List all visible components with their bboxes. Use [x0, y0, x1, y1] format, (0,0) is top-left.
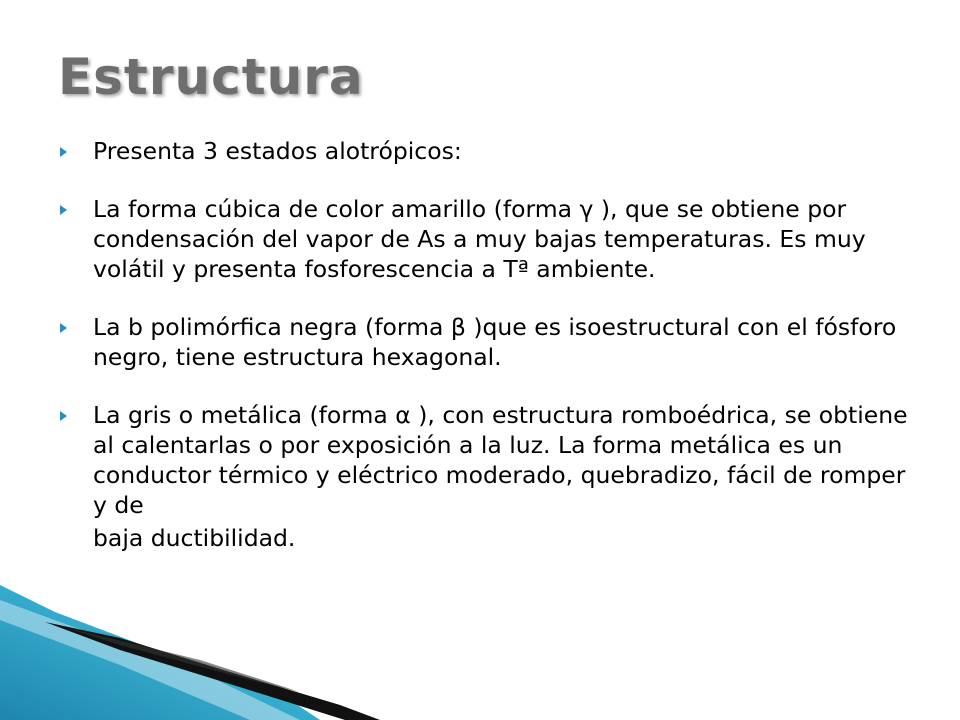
bullet-arrow-icon: [60, 411, 67, 421]
bullet-arrow-icon: [60, 147, 67, 157]
slide-title: Estructura: [58, 48, 364, 106]
bullet-item: [60, 136, 910, 166]
bullet-item: [60, 312, 910, 372]
bullet-text: La forma cúbica de color amarillo (forma γ ), que se obtiene por condensación del vapor de As a muy bajas temperaturas. Es muy volátil y presenta fosforescencia a Tª ambiente.: [93, 195, 866, 283]
bullet-text: Presenta 3 estados alotrópicos:: [93, 137, 462, 165]
bullet-arrow-icon: [60, 323, 67, 333]
bullet-arrow-icon: [60, 205, 67, 215]
bullet-list: [60, 136, 910, 582]
bullet-text: La gris o metálica (forma α ), con estructura romboédrica, se obtiene al calentarlas o por exposición a la luz. La forma metálica es un conductor térmico y eléctrico moderado, quebradizo, fácil de romper y de: [93, 401, 908, 519]
bullet-item: [60, 194, 910, 284]
bullet-text: La b polimórfica negra (forma β )que es isoestructural con el fósforo negro, tiene estructura hexagonal.: [93, 313, 897, 371]
bullet-item: [60, 400, 910, 556]
bullet-text-last-line: baja ductibilidad.: [93, 524, 296, 552]
